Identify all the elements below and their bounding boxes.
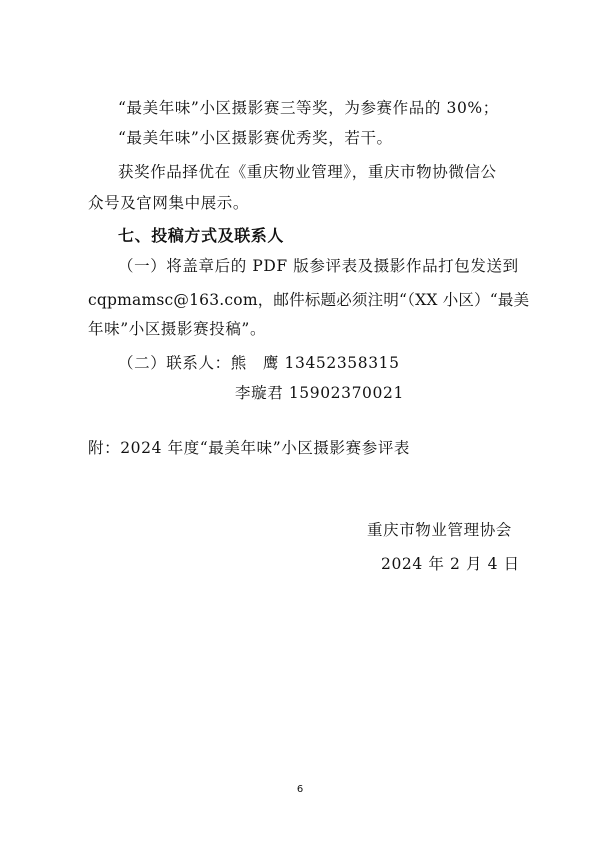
attachment-line: 附：2024 年度“最美年味”小区摄影赛参评表: [88, 439, 411, 457]
signature-org: 重庆市物业管理协会: [367, 521, 512, 539]
award-third-line: “最美年味”小区摄影赛三等奖，为参赛作品的 30%；: [118, 99, 499, 117]
submission-line-3: 年味”小区摄影赛投稿”。: [88, 320, 267, 338]
showcase-line-1: 获奖作品择优在《重庆物业管理》，重庆市物协微信公: [118, 163, 497, 181]
contact-line-1: （二）联系人：熊 鹰 13452358315: [118, 354, 400, 372]
showcase-line-2: 众号及官网集中展示。: [88, 194, 250, 212]
signature-date: 2024 年 2 月 4 日: [381, 555, 520, 573]
submission-line-2: cqpmamsc@163.com，邮件标题必须注明“（XX 小区）“最美: [88, 291, 530, 309]
award-excellence-line: “最美年味”小区摄影赛优秀奖，若干。: [118, 129, 393, 147]
section-heading: 七、投稿方式及联系人: [118, 226, 285, 245]
page-number: 6: [296, 784, 304, 795]
contact-line-2: 李璇君 15902370021: [235, 384, 404, 402]
submission-line-1: （一）将盖章后的 PDF 版参评表及摄影作品打包发送到: [118, 257, 519, 275]
